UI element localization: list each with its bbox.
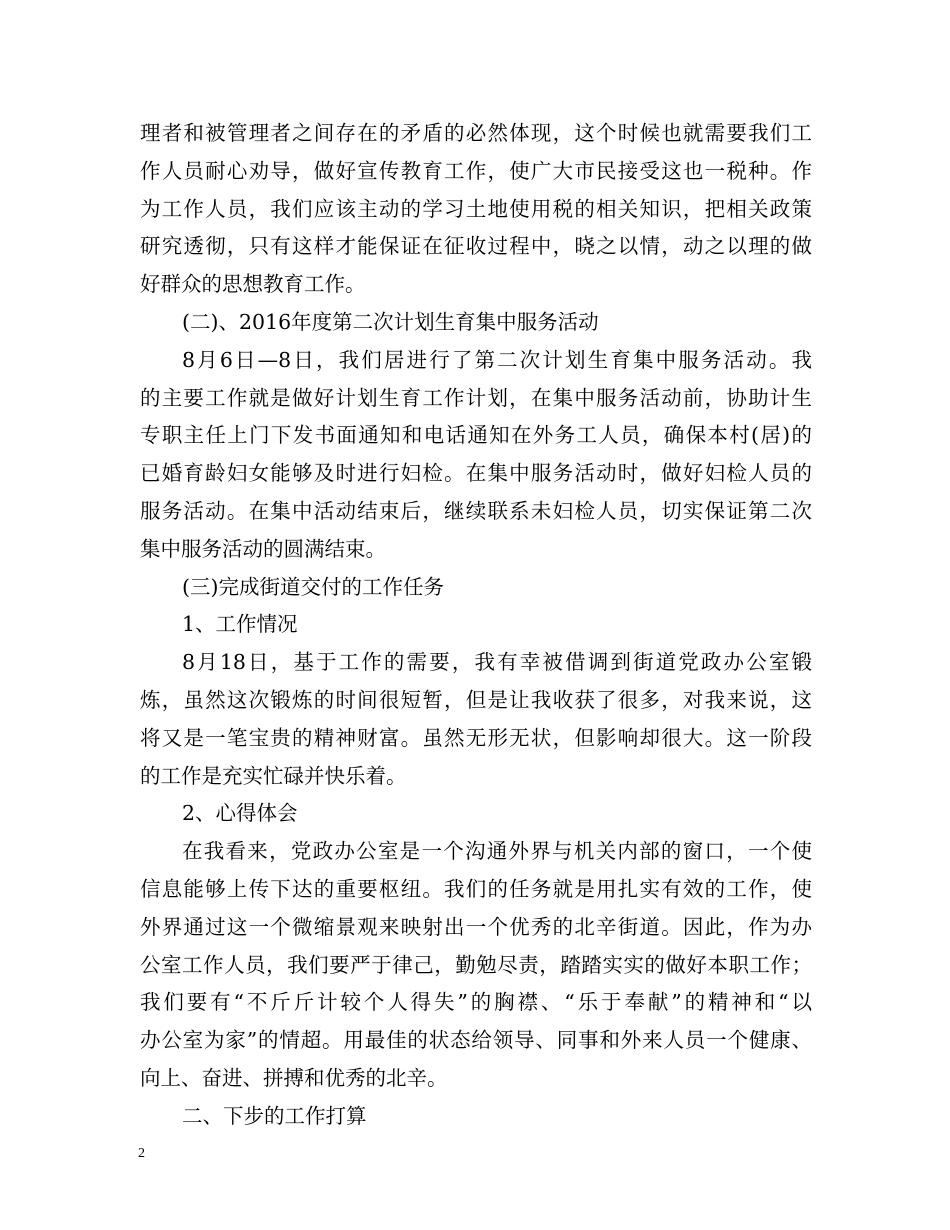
- paragraph-first-line: 在我看来，党政办公室是一个沟通外界与机关内部的窗口，一个使: [182, 839, 812, 864]
- section-heading: 二、下步的工作打算: [182, 1103, 367, 1128]
- text-line: 将又是一笔宝贵的精神财富。虽然无形无状，但影响却很大。这一阶段: [140, 725, 812, 750]
- paragraph-first-line: 8月6日—8日，我们居进行了第二次计划生育集中服务活动。我: [182, 347, 812, 372]
- text-line: 已婚育龄妇女能够及时进行妇检。在集中服务活动时，做好妇检人员的: [140, 461, 812, 486]
- subsection-heading: 1、工作情况: [182, 612, 298, 637]
- text-line: 研究透彻，只有这样才能保证在征收过程中，晓之以情，动之以理的做: [140, 234, 812, 259]
- subsection-heading: 2、心得体会: [182, 801, 298, 826]
- text-line: 作人员耐心劝导，做好宣传教育工作，使广大市民接受这也一税种。作: [140, 158, 812, 183]
- section-heading: (二)、2016年度第二次计划生育集中服务活动: [182, 309, 599, 334]
- text-line: 为工作人员，我们应该主动的学习土地使用税的相关知识，把相关政策: [140, 196, 812, 221]
- text-line: 炼，虽然这次锻炼的时间很短暂，但是让我收获了很多，对我来说，这: [140, 687, 812, 712]
- page-number: 2: [138, 1146, 145, 1161]
- text-line: 的主要工作就是做好计划生育工作计划，在集中服务活动前，协助计生: [140, 385, 812, 410]
- text-line: 理者和被管理者之间存在的矛盾的必然体现，这个时候也就需要我们工: [140, 121, 812, 145]
- section-heading: (三)完成街道交付的工作任务: [182, 574, 444, 599]
- text-line: 外界通过这一个微缩景观来映射出一个优秀的北辛街道。因此，作为办: [140, 914, 812, 939]
- text-line: 专职主任上门下发书面通知和电话通知在外务工人员，确保本村(居)的: [140, 423, 812, 448]
- text-line: 集中服务活动的圆满结束。: [140, 536, 386, 561]
- text-line: 办公室为家”的情超。用最佳的状态给领导、同事和外来人员一个健康、: [140, 1028, 812, 1053]
- body-text: [140, 115, 812, 1136]
- text-line: 我们要有“不斤斤计较个人得失”的胸襟、“乐于奉献”的精神和“以: [140, 990, 812, 1015]
- text-line: 向上、奋进、拼搏和优秀的北辛。: [140, 1065, 448, 1090]
- text-line: 好群众的思想教育工作。: [140, 272, 366, 297]
- text-line: 的工作是充实忙碌并快乐着。: [140, 763, 407, 788]
- text-line: 服务活动。在集中活动结束后，继续联系未妇检人员，切实保证第二次: [140, 498, 812, 523]
- text-line: 信息能够上传下达的重要枢纽。我们的任务就是用扎实有效的工作，使: [140, 876, 812, 901]
- paragraph-first-line: 8月18日，基于工作的需要，我有幸被借调到街道党政办公室锻: [182, 650, 812, 675]
- text-line: 公室工作人员，我们要严于律己，勤勉尽责，踏踏实实的做好本职工作；: [140, 952, 812, 977]
